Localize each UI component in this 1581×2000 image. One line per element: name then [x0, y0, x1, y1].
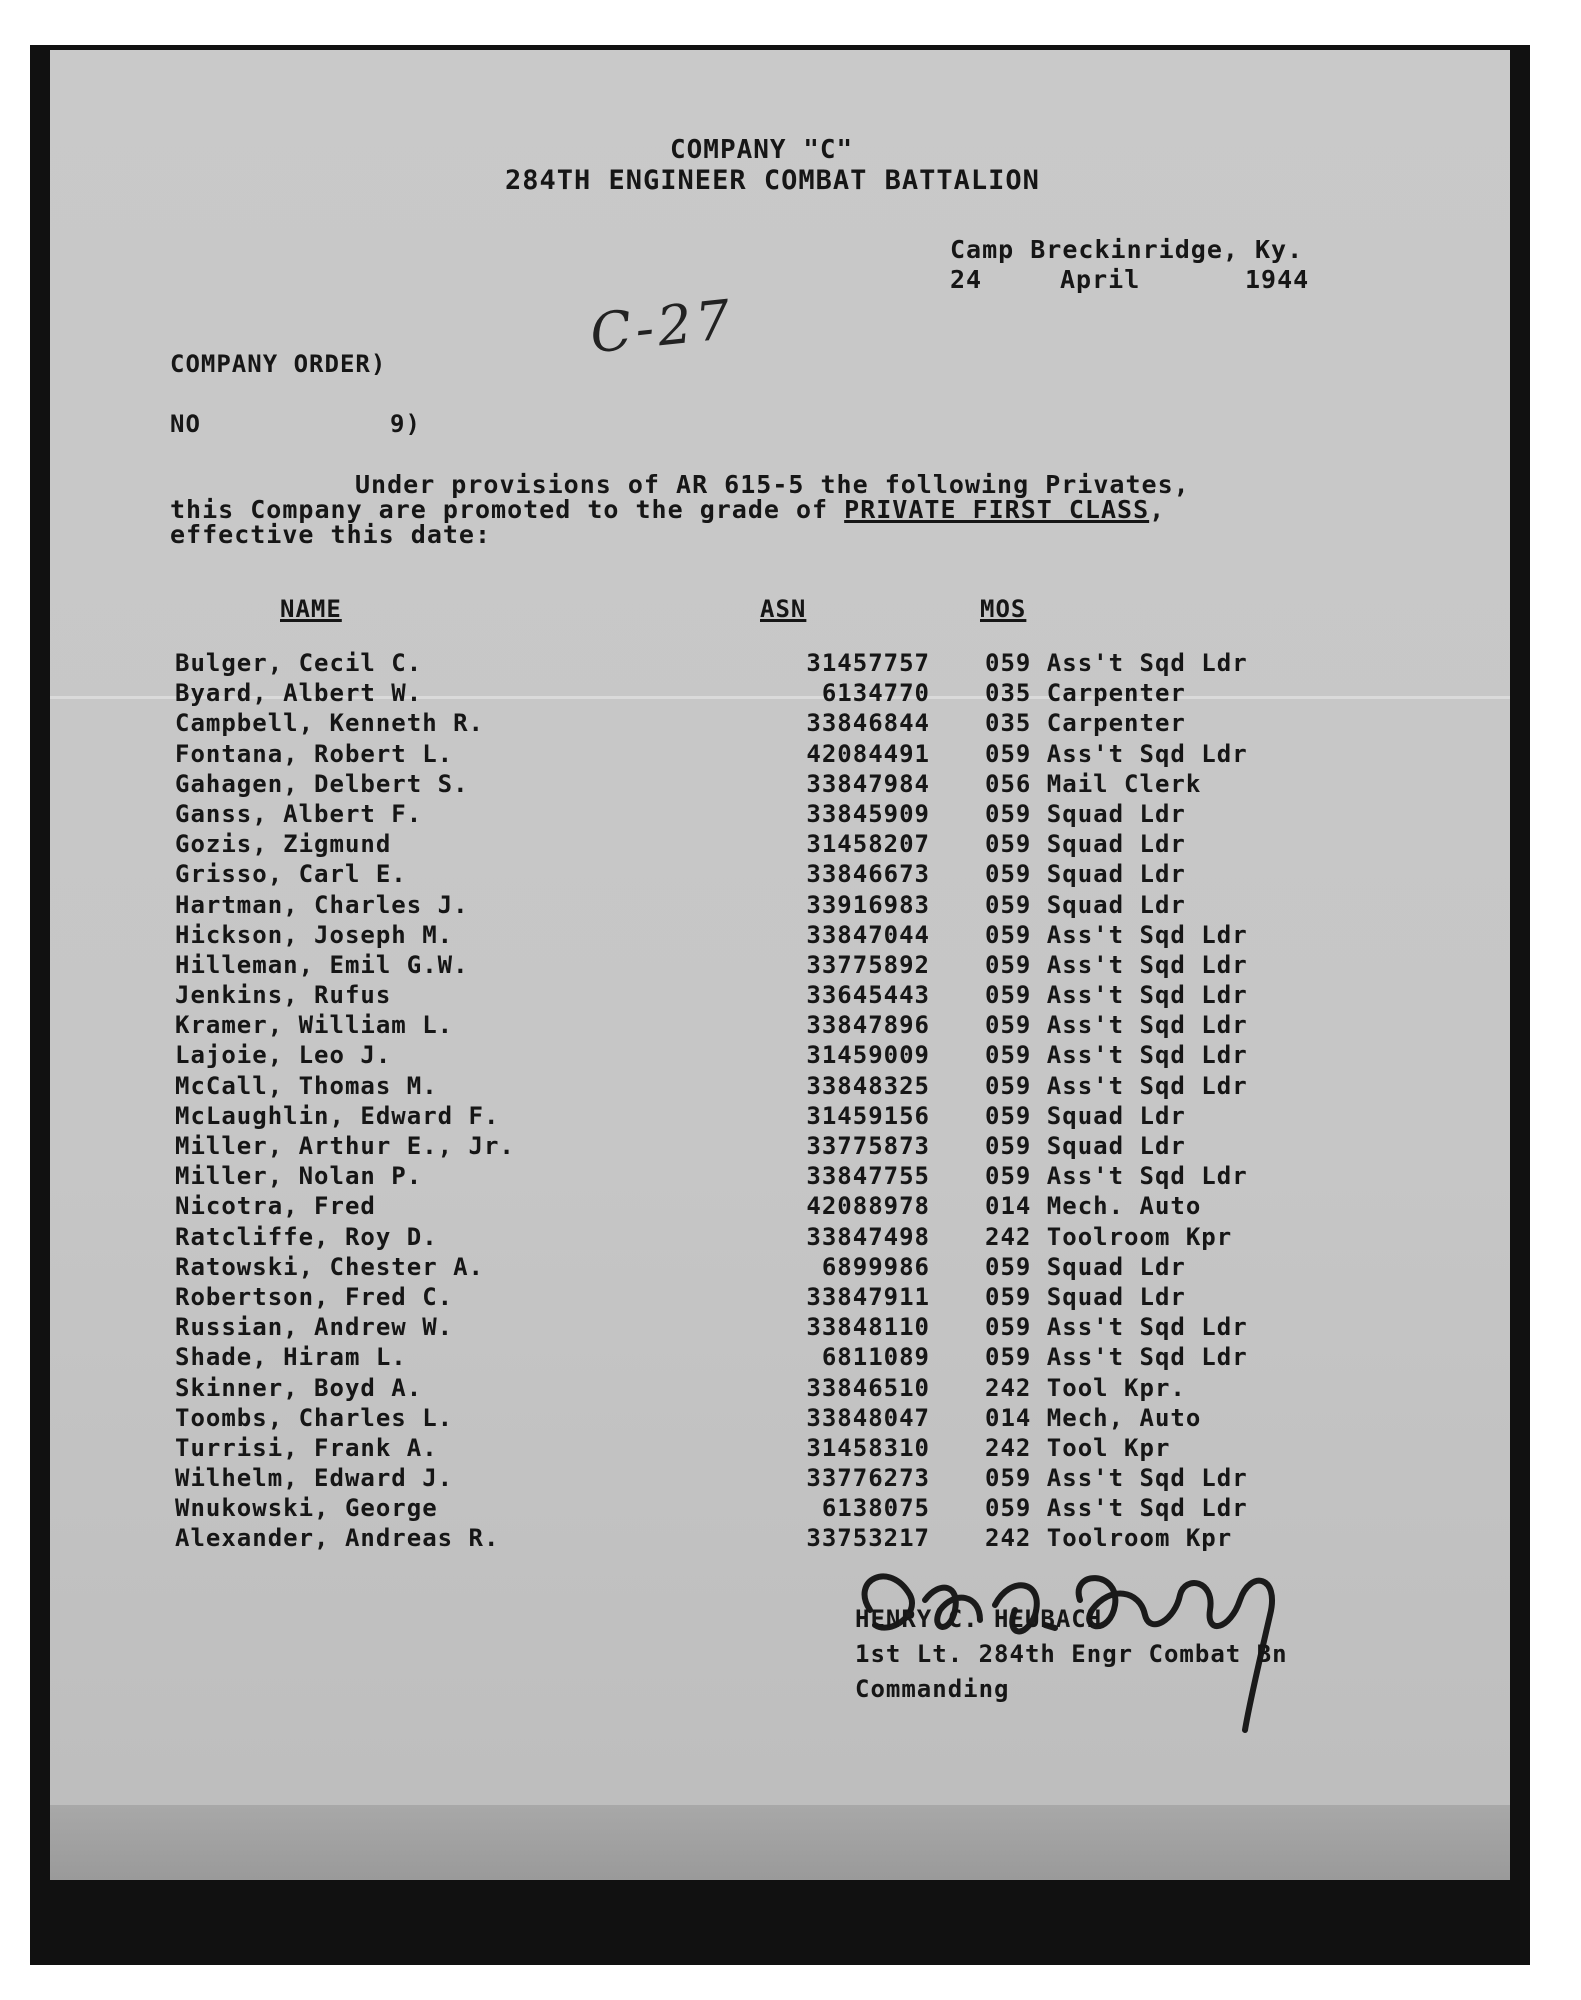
table-row: [50, 1433, 1510, 1463]
table-row: [50, 1222, 1510, 1252]
person-mos: 059 Squad Ldr: [985, 1282, 1186, 1311]
table-row: [50, 980, 1510, 1010]
table-row: [50, 1010, 1510, 1040]
person-mos: 059 Squad Ldr: [985, 1101, 1186, 1130]
person-name: Hickson, Joseph M.: [175, 920, 454, 949]
person-mos: 059 Squad Ldr: [985, 1252, 1186, 1281]
person-name: Miller, Nolan P.: [175, 1162, 423, 1191]
person-asn: 33645443: [806, 981, 930, 1010]
order-number-value: 9): [390, 410, 421, 438]
company-order-label: COMPANY ORDER): [170, 350, 387, 378]
person-mos: 059 Squad Ldr: [985, 830, 1186, 859]
person-name: Gozis, Zigmund: [175, 830, 392, 859]
person-name: Grisso, Carl E.: [175, 860, 407, 889]
person-asn: 33848110: [806, 1313, 930, 1342]
person-mos: 014 Mech. Auto: [985, 1192, 1202, 1221]
person-mos: 059 Ass't Sqd Ldr: [985, 920, 1248, 949]
table-row: [50, 1131, 1510, 1161]
table-row: [50, 1342, 1510, 1372]
person-mos: 059 Ass't Sqd Ldr: [985, 1041, 1248, 1070]
person-name: Campbell, Kenneth R.: [175, 709, 484, 738]
person-asn: 33847755: [806, 1162, 930, 1191]
person-asn: 42084491: [806, 739, 930, 768]
table-row: [50, 1040, 1510, 1070]
person-mos: 059 Ass't Sqd Ldr: [985, 950, 1248, 979]
person-asn: 31457757: [806, 649, 930, 677]
table-row: [50, 859, 1510, 889]
signer-rank: 1st Lt. 284th Engr Combat Bn: [855, 1640, 1288, 1668]
table-row: [50, 1463, 1510, 1493]
person-mos: 242 Tool Kpr: [985, 1433, 1171, 1462]
person-mos: 242 Tool Kpr.: [985, 1373, 1186, 1402]
person-asn: 31458310: [806, 1433, 930, 1462]
table-row: [50, 829, 1510, 859]
person-asn: 33847984: [806, 769, 930, 798]
person-mos: 059 Ass't Sqd Ldr: [985, 1071, 1248, 1100]
person-mos: 056 Mail Clerk: [985, 769, 1202, 798]
person-name: Bulger, Cecil C.: [175, 649, 423, 677]
place-line: Camp Breckinridge, Ky.: [950, 235, 1304, 264]
person-asn: 33775892: [806, 950, 930, 979]
date-day: 24: [950, 265, 983, 294]
person-name: Kramer, William L.: [175, 1011, 454, 1040]
scan-bottom-shadow: [50, 1805, 1510, 1880]
signer-name: HENRY C. HEUBACH: [855, 1605, 1103, 1633]
table-row: [50, 1101, 1510, 1131]
person-asn: 33847896: [806, 1011, 930, 1040]
person-asn: 33846673: [806, 860, 930, 889]
person-name: Turrisi, Frank A.: [175, 1433, 438, 1462]
table-row: [50, 678, 1510, 708]
table-row: [50, 769, 1510, 799]
person-name: McLaughlin, Edward F.: [175, 1101, 500, 1130]
person-name: Jenkins, Rufus: [175, 981, 392, 1010]
person-asn: 33847911: [806, 1282, 930, 1311]
person-mos: 035 Carpenter: [985, 679, 1186, 708]
person-asn: 33848325: [806, 1071, 930, 1100]
person-name: Hilleman, Emil G.W.: [175, 950, 469, 979]
person-mos: 059 Squad Ldr: [985, 1132, 1186, 1160]
table-row: [50, 1161, 1510, 1191]
person-mos: 059 Squad Ldr: [985, 799, 1186, 828]
table-row: [50, 1071, 1510, 1101]
person-mos: 059 Ass't Sqd Ldr: [985, 1313, 1248, 1342]
person-name: Miller, Arthur E., Jr.: [175, 1132, 515, 1160]
person-name: Ganss, Albert F.: [175, 799, 423, 828]
person-mos: 059 Ass't Sqd Ldr: [985, 1464, 1248, 1493]
person-mos: 059 Ass't Sqd Ldr: [985, 1011, 1248, 1040]
person-mos: 035 Carpenter: [985, 709, 1186, 738]
person-mos: 242 Toolroom Kpr: [985, 1524, 1233, 1553]
handwritten-file-code: C-27: [587, 287, 738, 366]
table-row: [50, 920, 1510, 950]
order-number-label: NO: [170, 410, 201, 438]
body-line-3: effective this date:: [170, 520, 492, 549]
column-header-mos: MOS: [980, 595, 1027, 623]
person-name: Nicotra, Fred: [175, 1192, 376, 1221]
person-asn: 33848047: [806, 1403, 930, 1432]
person-asn: 31459009: [806, 1041, 930, 1070]
person-mos: 059 Ass't Sqd Ldr: [985, 739, 1248, 768]
person-asn: 33846844: [806, 709, 930, 738]
table-row: [50, 648, 1510, 678]
person-asn: 6134770: [821, 679, 930, 708]
table-row: [50, 1282, 1510, 1312]
person-asn: 6811089: [821, 1343, 930, 1372]
person-name: Gahagen, Delbert S.: [175, 769, 469, 798]
person-name: Ratowski, Chester A.: [175, 1252, 484, 1281]
body-line-2-pre: this Company are promoted to the grade of: [170, 495, 845, 524]
person-asn: 42088978: [806, 1192, 930, 1221]
company-heading: COMPANY "C": [670, 135, 854, 165]
table-row: [50, 799, 1510, 829]
column-header-asn: ASN: [760, 595, 807, 623]
table-row: [50, 1493, 1510, 1523]
table-row: [50, 739, 1510, 769]
date-year: 1944: [1245, 265, 1310, 294]
person-asn: 31459156: [806, 1101, 930, 1130]
person-name: Robertson, Fred C.: [175, 1282, 454, 1311]
person-mos: 059 Ass't Sqd Ldr: [985, 1343, 1248, 1372]
body-line-2-post: ,: [1149, 495, 1166, 524]
person-asn: 33916983: [806, 890, 930, 919]
person-name: Alexander, Andreas R.: [175, 1524, 500, 1553]
person-name: Wnukowski, George: [175, 1494, 438, 1523]
person-asn: 33847044: [806, 920, 930, 949]
person-name: McCall, Thomas M.: [175, 1071, 438, 1100]
table-row: [50, 1312, 1510, 1342]
person-asn: 33776273: [806, 1464, 930, 1493]
grade-text: PRIVATE FIRST CLASS: [844, 495, 1150, 524]
person-mos: 014 Mech, Auto: [985, 1403, 1202, 1432]
battalion-heading: 284TH ENGINEER COMBAT BATTALION: [505, 165, 1040, 196]
column-header-name: NAME: [280, 595, 342, 623]
person-asn: 33846510: [806, 1373, 930, 1402]
person-mos: 059 Ass't Sqd Ldr: [985, 649, 1248, 677]
body-line-1: Under provisions of AR 615-5 the following Privates,: [355, 470, 1190, 499]
person-asn: 33753217: [806, 1524, 930, 1553]
table-row: [50, 1403, 1510, 1433]
person-name: Fontana, Robert L.: [175, 739, 454, 768]
person-mos: 059 Ass't Sqd Ldr: [985, 1494, 1248, 1523]
person-asn: 33845909: [806, 799, 930, 828]
person-name: Lajoie, Leo J.: [175, 1041, 392, 1070]
person-asn: 33847498: [806, 1222, 930, 1251]
table-row: [50, 1191, 1510, 1221]
promotion-list: [50, 648, 1510, 1554]
person-name: Hartman, Charles J.: [175, 890, 469, 919]
signer-role: Commanding: [855, 1675, 1010, 1703]
person-name: Toombs, Charles L.: [175, 1403, 454, 1432]
person-mos: 059 Squad Ldr: [985, 860, 1186, 889]
person-mos: 059 Squad Ldr: [985, 890, 1186, 919]
person-name: Shade, Hiram L.: [175, 1343, 407, 1372]
person-name: Russian, Andrew W.: [175, 1313, 454, 1342]
table-row: [50, 1252, 1510, 1282]
person-asn: 33775873: [806, 1132, 930, 1160]
table-row: [50, 950, 1510, 980]
date-month: April: [1060, 265, 1141, 294]
table-row: [50, 890, 1510, 920]
person-asn: 6899986: [821, 1252, 930, 1281]
person-asn: 31458207: [806, 830, 930, 859]
person-mos: 059 Ass't Sqd Ldr: [985, 981, 1248, 1010]
person-name: Wilhelm, Edward J.: [175, 1464, 454, 1493]
person-name: Ratcliffe, Roy D.: [175, 1222, 438, 1251]
person-mos: 059 Ass't Sqd Ldr: [985, 1162, 1248, 1191]
table-row: [50, 1373, 1510, 1403]
document-page: [50, 50, 1510, 1880]
person-name: Skinner, Boyd A.: [175, 1373, 423, 1402]
person-mos: 242 Toolroom Kpr: [985, 1222, 1233, 1251]
table-row: [50, 708, 1510, 738]
person-asn: 6138075: [821, 1494, 930, 1523]
person-name: Byard, Albert W.: [175, 679, 423, 708]
